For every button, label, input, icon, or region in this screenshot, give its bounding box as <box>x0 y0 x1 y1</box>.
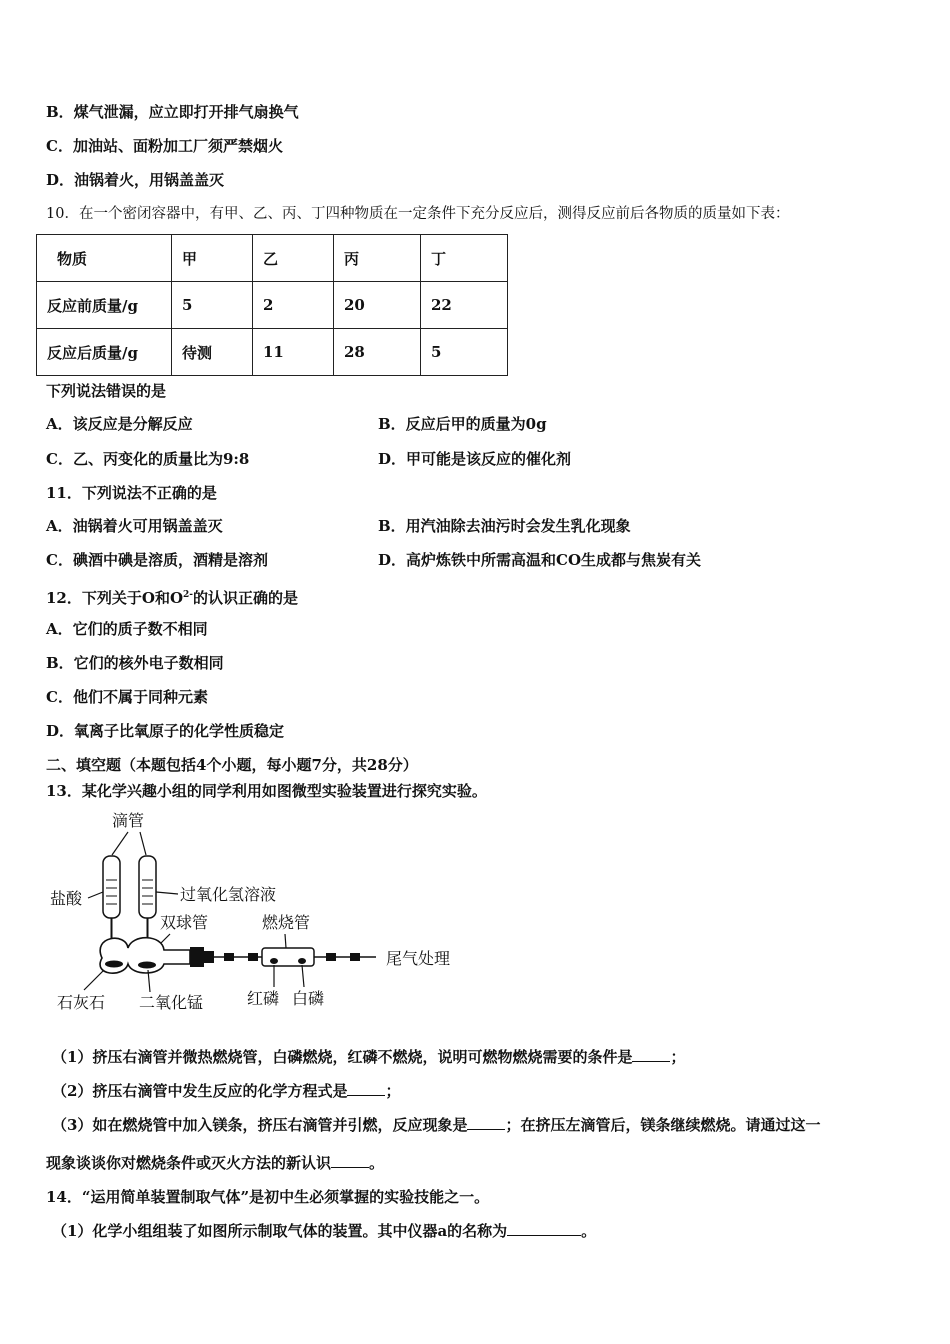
table-cell: 20 <box>334 282 421 329</box>
q13-part3-end: 。 <box>369 1154 385 1172</box>
table-header-cell: 丁 <box>421 235 508 282</box>
q13-part3-text: （3）如在燃烧管中加入镁条，挤压右滴管并引燃，反应现象是 <box>52 1116 468 1134</box>
right-dropper <box>139 856 156 940</box>
q13-part3-continued <box>46 1153 384 1173</box>
answer-blank[interactable] <box>331 1153 369 1168</box>
label-acid: 盐酸 <box>50 889 83 908</box>
label-red-phosphorus: 红磷 <box>247 989 280 1008</box>
q10-option-a: A．该反应是分解反应 <box>46 415 193 433</box>
table-cell: 2 <box>253 282 334 329</box>
table-row <box>37 235 508 282</box>
q13-part1-end: ； <box>670 1048 686 1066</box>
table-row <box>37 282 508 329</box>
leader-line <box>302 965 304 987</box>
q11-option-a: A．油锅着火可用锅盖盖灭 <box>46 517 223 535</box>
q13-part2 <box>52 1081 400 1101</box>
apparatus-diagram <box>40 808 480 1023</box>
q13-part1-text: （1）挤压右滴管并微热燃烧管，白磷燃烧，红磷不燃烧，说明可燃物燃烧需要的条件是 <box>52 1048 633 1066</box>
q9-option-d: D．油锅着火，用锅盖盖灭 <box>46 171 225 189</box>
table-cell: 反应前质量/g <box>37 282 172 329</box>
q14-part1-text: （1）化学小组组装了如图所示制取气体的装置。其中仪器a的名称为 <box>52 1222 508 1240</box>
q12-stem-text: 12．下列关于O和O <box>46 589 184 607</box>
q11-option-c: C．碘酒中碘是溶质，酒精是溶剂 <box>46 551 268 569</box>
leader-line <box>112 832 128 855</box>
label-double-bulb: 双球管 <box>160 913 209 932</box>
q12-option-d: D．氧离子比氧原子的化学性质稳定 <box>46 722 285 740</box>
table-cell: 5 <box>421 329 508 376</box>
q9-option-c: C．加油站、面粉加工厂须严禁烟火 <box>46 137 283 155</box>
q10-option-b: B．反应后甲的质量为0g <box>378 415 547 433</box>
q14-stem: 14．“运用简单装置制取气体”是初中生必须掌握的实验技能之一。 <box>46 1188 490 1206</box>
table-header-cell: 丙 <box>334 235 421 282</box>
q13-stem: 13．某化学兴趣小组的同学利用如图微型实验装置进行探究实验。 <box>46 782 487 800</box>
label-white-phosphorus: 白磷 <box>292 989 325 1008</box>
table-cell: 28 <box>334 329 421 376</box>
label-peroxide: 过氧化氢溶液 <box>180 885 277 904</box>
q11-option-d: D．高炉炼铁中所需高温和CO生成都与焦炭有关 <box>378 551 702 569</box>
left-dropper <box>103 856 120 940</box>
answer-blank[interactable] <box>632 1047 670 1062</box>
q12-stem <box>46 585 298 608</box>
table-header-cell: 物质 <box>37 235 172 282</box>
combustion-tube <box>214 948 376 966</box>
table-cell: 11 <box>253 329 334 376</box>
label-limestone: 石灰石 <box>57 993 106 1012</box>
q13-part1 <box>52 1047 685 1067</box>
section-heading: 二、填空题（本题包括4个小题，每小题7分，共28分） <box>46 756 418 774</box>
leader-line <box>156 892 178 894</box>
q12-option-a: A．它们的质子数不相同 <box>46 620 208 638</box>
q14-part1-end: 。 <box>581 1222 597 1240</box>
answer-blank[interactable] <box>467 1115 505 1130</box>
answer-blank[interactable] <box>347 1081 385 1096</box>
q14-part1 <box>52 1221 596 1241</box>
leader-line <box>88 892 103 898</box>
q10-question: 下列说法错误的是 <box>46 382 167 400</box>
q12-option-c: C．他们不属于同种元素 <box>46 688 208 706</box>
q10-stem: 10．在一个密闭容器中，有甲、乙、丙、丁四种物质在一定条件下充分反应后，测得反应前后各物质的质量如下表： <box>46 206 790 222</box>
q13-part3 <box>52 1115 820 1135</box>
answer-blank[interactable] <box>507 1221 581 1236</box>
q10-option-d: D．甲可能是该反应的催化剂 <box>378 450 572 468</box>
label-combustion-tube: 燃烧管 <box>262 913 311 932</box>
table-header-cell: 乙 <box>253 235 334 282</box>
leader-line <box>84 970 104 990</box>
table-cell: 5 <box>172 282 253 329</box>
table-row <box>37 329 508 376</box>
table-cell: 反应后质量/g <box>37 329 172 376</box>
q13-part3-text: 现象谈谈你对燃烧条件或灭火方法的新认识 <box>46 1154 332 1172</box>
q12-option-b: B．它们的核外电子数相同 <box>46 654 224 672</box>
table-cell: 22 <box>421 282 508 329</box>
q13-part2-text: （2）挤压右滴管中发生反应的化学方程式是 <box>52 1082 348 1100</box>
label-dropper: 滴管 <box>112 811 145 830</box>
q10-option-c: C．乙、丙变化的质量比为9:8 <box>46 450 250 468</box>
q13-part2-end: ； <box>385 1082 401 1100</box>
leader-line <box>140 832 146 855</box>
label-mno2: 二氧化锰 <box>139 993 204 1012</box>
q11-stem: 11．下列说法不正确的是 <box>46 484 217 502</box>
leader-line <box>285 934 286 948</box>
table-header-cell: 甲 <box>172 235 253 282</box>
q11-option-b: B．用汽油除去油污时会发生乳化现象 <box>378 517 631 535</box>
q9-option-b: B．煤气泄漏，应立即打开排气扇换气 <box>46 103 299 121</box>
q12-charge: 2- <box>183 590 194 600</box>
q13-part3-text: ；在挤压左滴管后，镁条继续燃烧。请通过这一 <box>505 1116 821 1134</box>
q12-stem-text: 的认识正确的是 <box>193 589 299 607</box>
label-exhaust: 尾气处理 <box>386 949 451 968</box>
double-bulb-tube <box>100 938 214 973</box>
mass-table <box>36 234 508 376</box>
table-cell: 待测 <box>172 329 253 376</box>
